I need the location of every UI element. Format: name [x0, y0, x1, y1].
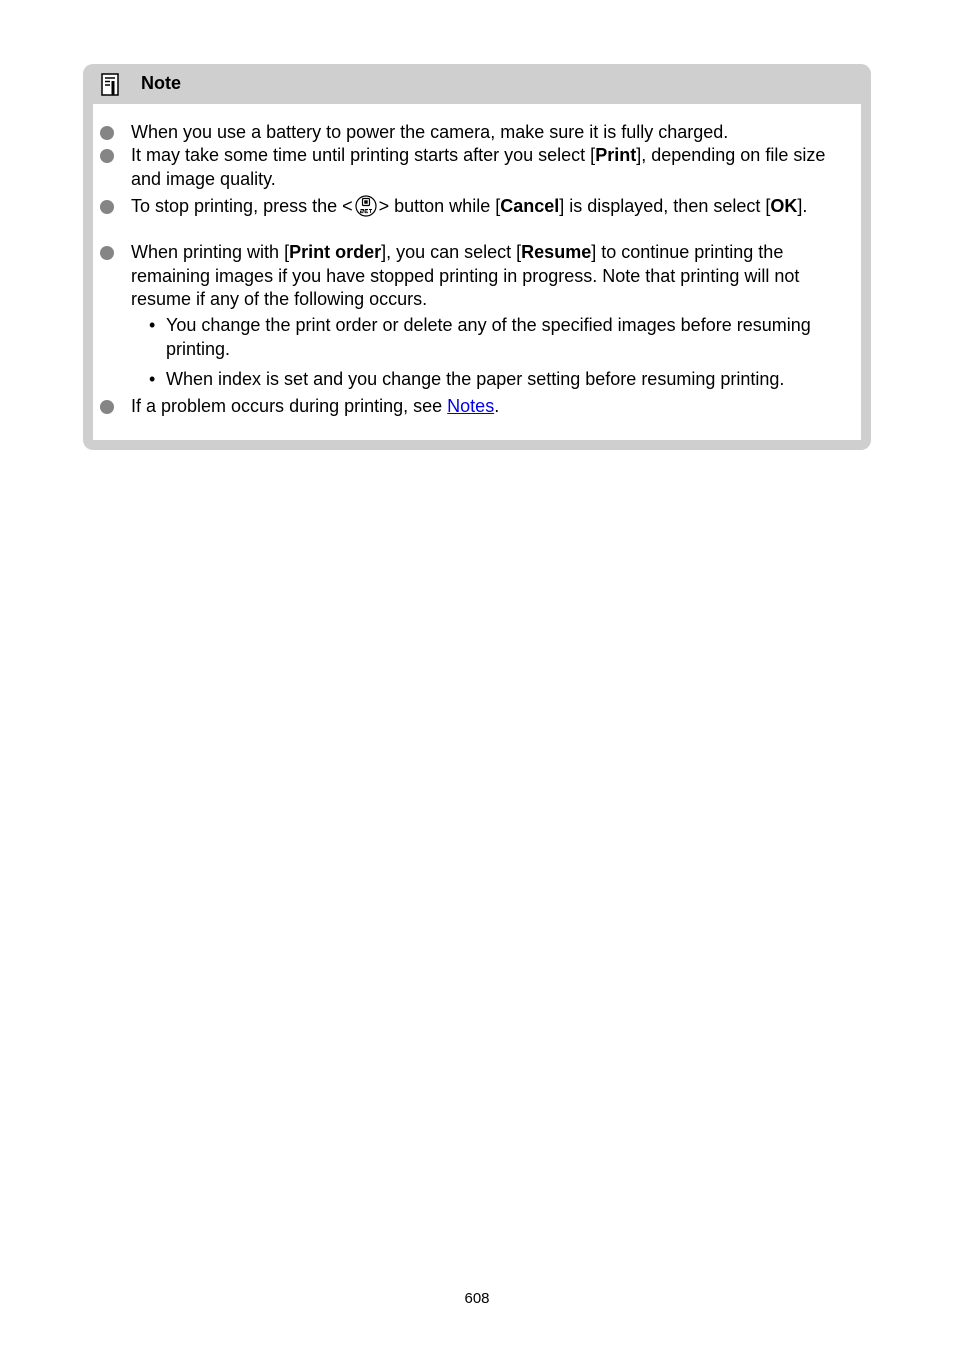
set-button-icon [355, 195, 377, 217]
item-text: When you use a battery to power the camera, make sure it is fully charged. [131, 122, 729, 142]
sub-item-text: You change the print order or delete any of the specified images before resuming printing. [166, 315, 811, 359]
bullet-icon [100, 200, 114, 214]
bullet-icon [100, 246, 114, 260]
bullet-icon [100, 400, 114, 414]
bullet-icon [100, 126, 114, 140]
item-text: To stop printing, press the < > button while [Cancel] is displayed, then select [OK]. [131, 196, 808, 216]
note-icon [101, 73, 119, 96]
bullet-icon [100, 149, 114, 163]
notes-link[interactable]: Notes [447, 396, 495, 416]
item-text: If a problem occurs during printing, see Notes. [131, 396, 500, 416]
item-text: When printing with [Print order], you can select [Resume] to continue printing the remaining images if you have stopped printing in progress. Note that printing will not resume if any of the following occurs. [131, 242, 800, 309]
note-body [93, 104, 861, 440]
page-number: 608 [464, 1290, 490, 1307]
note-header [83, 64, 871, 104]
sub-bullet: • [149, 369, 156, 389]
item-text: It may take some time until printing starts after you select [Print], depending on file size and image quality. [131, 145, 826, 189]
note-box [83, 64, 871, 450]
note-title: Note [141, 73, 181, 93]
sub-bullet: • [149, 315, 156, 335]
sub-item-text: When index is set and you change the paper setting before resuming printing. [166, 369, 785, 389]
